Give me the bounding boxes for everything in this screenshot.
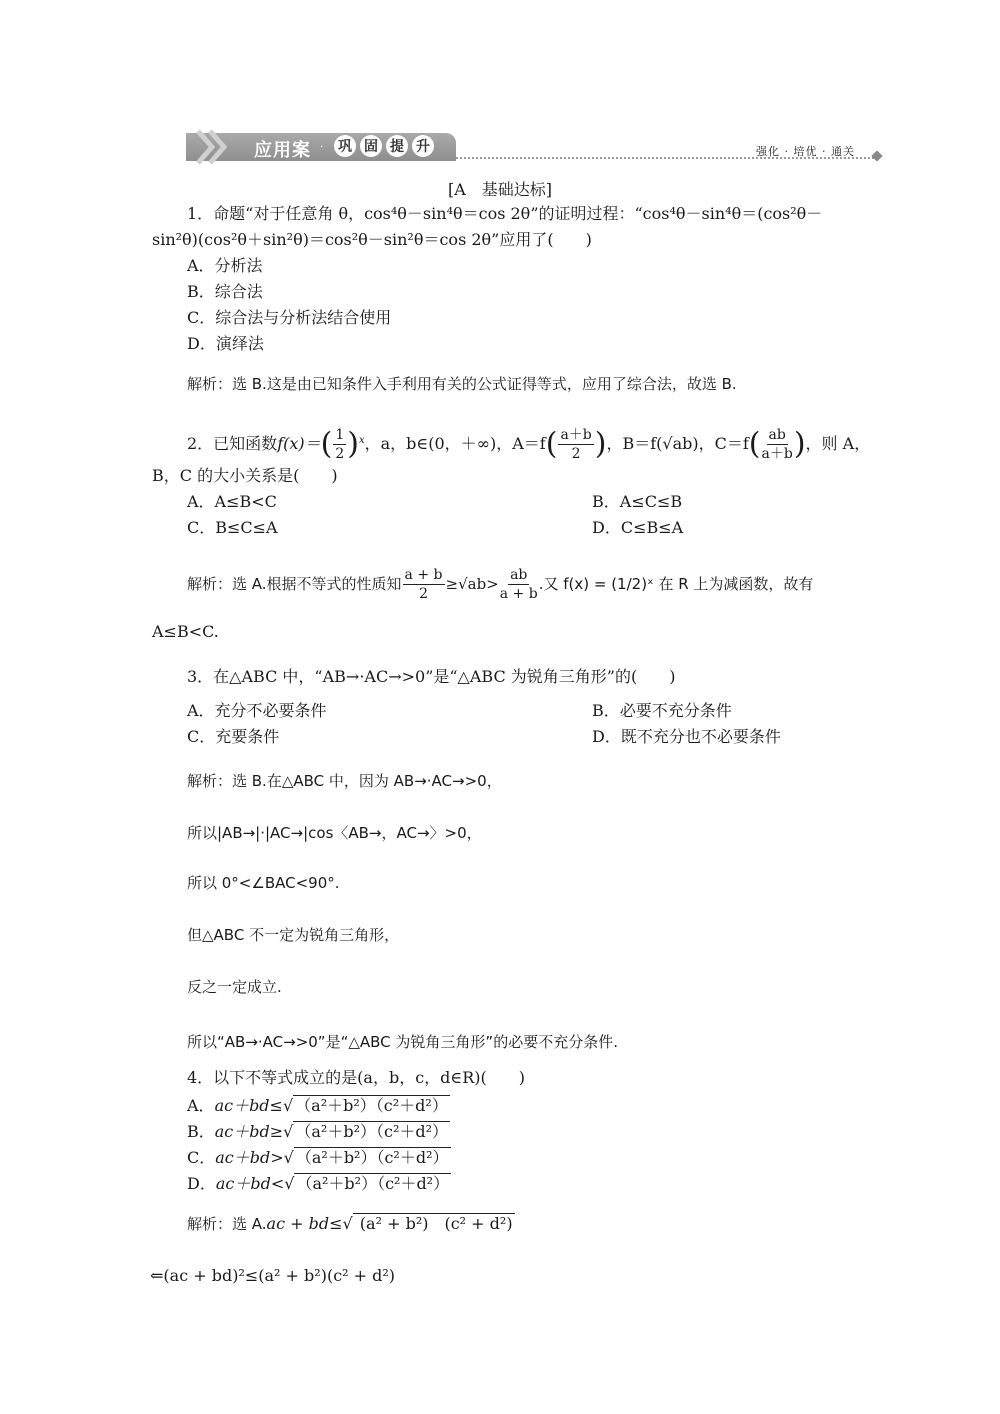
q2-stem-prefix: 2．已知函数: [187, 434, 278, 453]
q2-analysis-mid: ≥√ab>: [445, 575, 499, 593]
option-lhs: ac＋bd>: [215, 1148, 284, 1167]
q4-option-b: [187, 1122, 450, 1142]
denominator: 2: [571, 446, 581, 462]
paren-left: (: [748, 426, 761, 462]
q3-analysis-line: 所以“AB→·AC→>0”是“△ABC 为锐角三角形”的必要不充分条件.: [187, 1033, 618, 1051]
q3-analysis-line: 反之一定成立.: [187, 978, 282, 996]
q3-analysis-line: 但△ABC 不一定为锐角三角形，: [187, 926, 400, 944]
header-banner: [186, 133, 456, 161]
q2-fx: f(x)＝: [277, 434, 321, 453]
q2-analysis-line2: A≤B<C.: [152, 622, 219, 641]
q3-option-d: D．既不充分也不必要条件: [592, 727, 781, 746]
section-title: [A 基础达标]: [447, 180, 553, 199]
q2-B-def: ，B＝f(√ab)，C＝f: [606, 434, 749, 453]
q2-option-a: A．A≤B<C: [187, 492, 277, 511]
denominator: a + b: [499, 586, 538, 602]
sqrt-icon: √: [283, 1148, 294, 1167]
q4-option-d: [187, 1174, 451, 1194]
option-label: C．: [187, 1148, 216, 1167]
q2-analysis-line1: [187, 566, 813, 603]
numerator: a + b: [404, 567, 443, 583]
sqrt-icon: √: [284, 1174, 295, 1193]
q2-A-fraction: [558, 426, 593, 463]
denominator: 2: [335, 446, 345, 462]
paren-right: ): [347, 426, 359, 462]
q2-analysis-suffix: .又 f(x) = (1/2)ˣ 在 R 上为减函数，故有: [538, 575, 814, 593]
q3-option-c: C．充要条件: [187, 727, 280, 746]
q2-analysis-fraction-2: [500, 566, 538, 603]
option-label: B．: [187, 1122, 215, 1141]
q4-analysis-prefix: 解析：选 A.: [187, 1215, 267, 1233]
q2-stem-end: ，则 A，: [805, 434, 871, 453]
q4-analysis-line2: ⇐(ac + bd)²≤(a² + b²)(c² + d²): [150, 1266, 396, 1285]
banner-separator: ·: [320, 142, 324, 153]
option-label: D．: [187, 1174, 216, 1193]
paren-left: (: [320, 426, 333, 462]
q2-domain: ，a，b∈(0，＋∞)，A＝f: [364, 434, 546, 453]
numerator: 1: [335, 427, 345, 443]
option-radicand: （a²＋b²）（c²＋d²）: [295, 1122, 449, 1141]
banner-badge: 升: [412, 135, 434, 157]
q2-option-d: D．C≤B≤A: [592, 518, 684, 537]
denominator: a＋b: [761, 446, 793, 462]
denominator: 2: [419, 586, 428, 602]
numerator: a＋b: [560, 427, 592, 443]
diamond-icon: [871, 150, 882, 161]
q1-option-a: A．分析法: [187, 256, 263, 275]
option-radicand: （a²＋b²）（c²＋d²）: [295, 1096, 448, 1115]
chevron-double-right-icon: [194, 129, 234, 165]
option-radicand: （a²＋b²）（c²＋d²）: [295, 1148, 449, 1167]
q3-analysis-line: 解析：选 B.在△ABC 中，因为 AB→·AC→>0，: [187, 772, 502, 790]
sqrt-icon: √: [283, 1122, 294, 1141]
banner-title: 应用案: [254, 140, 311, 161]
banner-badge: 巩: [334, 135, 356, 157]
q2-option-c: C．B≤C≤A: [187, 518, 278, 537]
q1-option-b: B．综合法: [187, 282, 263, 301]
paren-right: ): [594, 426, 607, 462]
q4-option-a: [187, 1096, 450, 1116]
q2-stem-line1: [187, 426, 870, 463]
sqrt-icon: √: [282, 1096, 294, 1115]
q1-stem-line2: sin²θ)(cos²θ＋sin²θ)＝cos²θ－sin²θ＝cos 2θ”应用了( ): [152, 230, 592, 249]
q2-analysis-prefix: 解析：选 A.根据不等式的性质知: [187, 575, 402, 593]
q2-C-fraction: [762, 426, 793, 463]
option-lhs: ac＋bd<: [215, 1174, 285, 1193]
option-lhs: ac＋bd≥: [214, 1122, 284, 1141]
q2-analysis-fraction-1: [403, 566, 445, 603]
option-radicand: （a²＋b²）（c²＋d²）: [296, 1174, 450, 1193]
q4-stem: 4．以下不等式成立的是(a，b，c，d∈R)( ): [187, 1068, 526, 1087]
q3-option-b: B．必要不充分条件: [592, 701, 732, 720]
q2-option-b: B．A≤C≤B: [592, 492, 683, 511]
q1-analysis: 解析：选 B.这是由已知条件入手利用有关的公式证得等式，应用了综合法，故选 B.: [187, 375, 737, 393]
q2-stem-line2: B，C 的大小关系是( ): [152, 466, 338, 485]
banner-badge: 提: [386, 135, 408, 157]
numerator: ab: [768, 427, 786, 443]
exponent: x: [358, 435, 365, 446]
paren-right: ): [793, 426, 806, 462]
q1-option-c: C．综合法与分析法结合使用: [187, 308, 392, 327]
q4-analysis-lhs: ac + bd≤√: [266, 1214, 353, 1233]
q2-half-fraction: [333, 426, 346, 463]
paren-left: (: [545, 426, 558, 462]
banner-badges: [334, 135, 434, 157]
header-tagline: 强化 · 培优 · 通关: [756, 145, 855, 158]
q3-stem: 3．在△ABC 中，“AB→·AC→>0”是“△ABC 为锐角三角形”的( ): [187, 667, 676, 686]
numerator: ab: [510, 567, 528, 583]
q4-analysis-radicand: (a² + b²) (c² + d²): [354, 1214, 513, 1233]
q3-analysis-line: 所以 0°<∠BAC<90°.: [187, 874, 340, 892]
q3-analysis-line: 所以|AB→|·|AC→|cos〈AB→，AC→〉>0，: [187, 824, 482, 842]
option-label: A．: [187, 1096, 215, 1115]
option-lhs: ac＋bd≤: [214, 1096, 283, 1115]
q1-stem-line1: 1．命题“对于任意角 θ，cos⁴θ－sin⁴θ＝cos 2θ”的证明过程：“cos⁴θ－sin⁴θ＝(cos²θ－: [187, 204, 823, 223]
banner-badge: 固: [360, 135, 382, 157]
q1-option-d: D．演绎法: [187, 334, 264, 353]
q4-analysis-line1: [187, 1214, 515, 1234]
q4-option-c: [187, 1148, 451, 1168]
q3-option-a: A．充分不必要条件: [187, 701, 327, 720]
